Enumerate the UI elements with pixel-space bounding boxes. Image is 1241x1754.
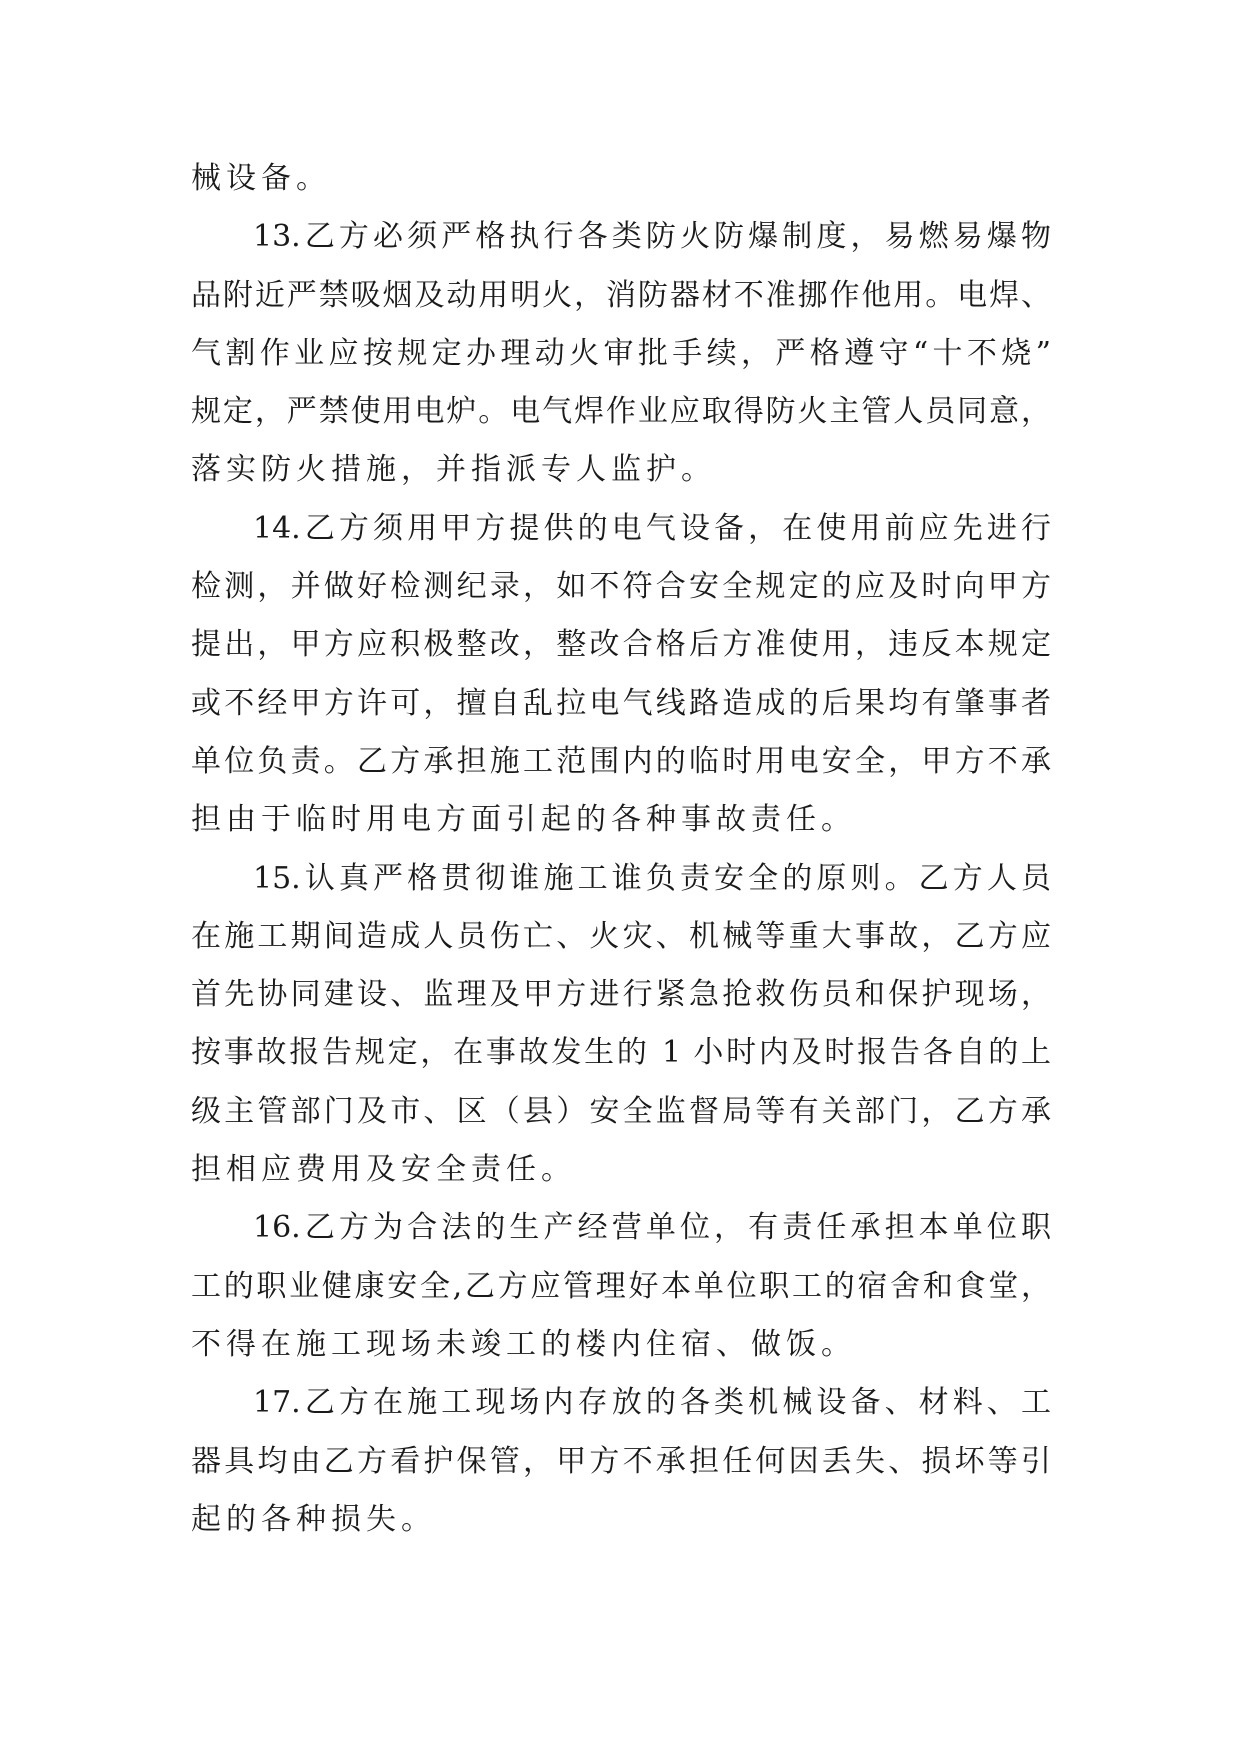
text-line: 工的职业健康安全,乙方应管理好本单位职工的宿舍和食堂， — [191, 1268, 1051, 1304]
text-line: 规定，严禁使用电炉。电气焊作业应取得防火主管人员同意， — [191, 394, 1051, 430]
clause-17-line: 17.乙方在施工现场内存放的各类机械设备、材料、工 — [253, 1385, 1051, 1421]
text-line: 起的各种损失。 — [191, 1501, 436, 1537]
text-line: 担由于临时用电方面引起的各种事故责任。 — [191, 802, 856, 838]
clause-15-line: 15.认真严格贯彻谁施工谁负责安全的原则。乙方人员 — [253, 860, 1051, 896]
text-line: 落实防火措施，并指派专人监护。 — [191, 452, 716, 488]
text-line: 或不经甲方许可，擅自乱拉电气线路造成的后果均有肇事者 — [191, 685, 1051, 721]
text-line: 器具均由乙方看护保管，甲方不承担任何因丢失、损坏等引 — [191, 1443, 1051, 1479]
clause-13-line: 13.乙方必须严格执行各类防火防爆制度，易燃易爆物 — [253, 219, 1051, 255]
document-page — [191, 150, 1051, 1549]
text-line: 担相应费用及安全责任。 — [191, 1152, 576, 1188]
text-line: 首先协同建设、监理及甲方进行紧急抢救伤员和保护现场， — [191, 977, 1051, 1013]
clause-16-line: 16.乙方为合法的生产经营单位，有责任承担本单位职 — [253, 1210, 1051, 1246]
text-line: 单位负责。乙方承担施工范围内的临时用电安全，甲方不承 — [191, 743, 1051, 779]
text-line: 在施工期间造成人员伤亡、火灾、机械等重大事故，乙方应 — [191, 918, 1051, 954]
text-line: 提出，甲方应积极整改，整改合格后方准使用，违反本规定 — [191, 627, 1051, 663]
text-line: 械设备。 — [191, 161, 331, 196]
text-line: 品附近严禁吸烟及动用明火，消防器材不准挪作他用。电焊、 — [191, 277, 1051, 313]
clause-14-line: 14.乙方须用甲方提供的电气设备，在使用前应先进行 — [253, 510, 1051, 546]
text-line: 按事故报告规定，在事故发生的 1 小时内及时报告各自的上 — [191, 1035, 1051, 1071]
text-line: 级主管部门及市、区（县）安全监督局等有关部门，乙方承 — [191, 1093, 1051, 1129]
text-line: 不得在施工现场未竣工的楼内住宿、做饭。 — [191, 1326, 856, 1362]
text-line: 气割作业应按规定办理动火审批手续，严格遵守“十不烧” — [191, 335, 1051, 371]
text-line: 检测，并做好检测纪录，如不符合安全规定的应及时向甲方 — [191, 569, 1051, 605]
